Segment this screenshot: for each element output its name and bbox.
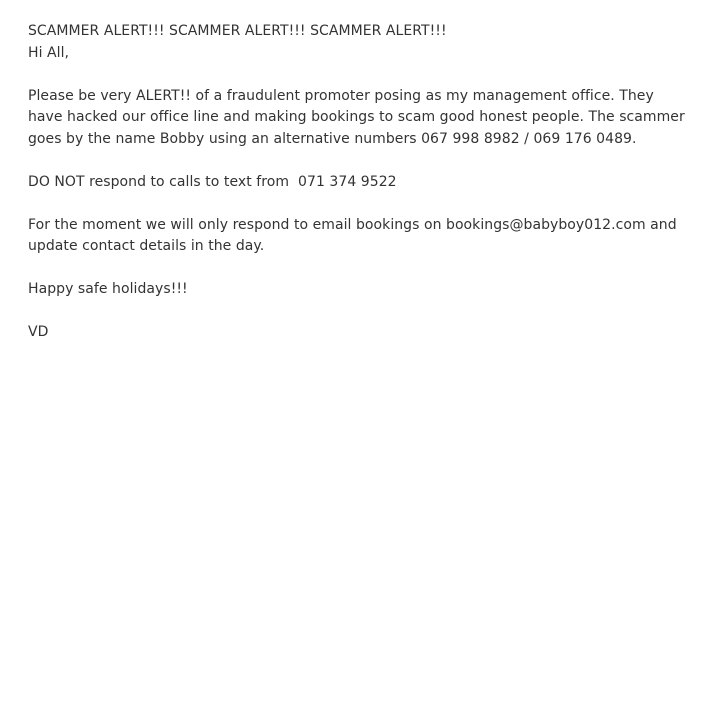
- email-bookings-paragraph: For the moment we will only respond to email bookings on bookings@babyboy012.com and update contact details in the day.: [28, 216, 682, 254]
- do-not-respond-paragraph: DO NOT respond to calls to text from 071 374 9522: [28, 173, 397, 190]
- greeting: Hi All,: [28, 44, 70, 61]
- message-body: [28, 21, 692, 344]
- alert-header: SCAMMER ALERT!!! SCAMMER ALERT!!! SCAMMER ALERT!!!: [28, 23, 447, 39]
- warning-paragraph: Please be very ALERT!! of a fraudulent promoter posing as my management office. They have hacked our office line and making bookings to scam good honest people. The scammer goes by the name Bobby using an alternative numbers 067 998 8982 / 069 176 0489.: [28, 87, 690, 147]
- signature: VD: [28, 324, 49, 340]
- closing-line: Happy safe holidays!!!: [28, 281, 188, 297]
